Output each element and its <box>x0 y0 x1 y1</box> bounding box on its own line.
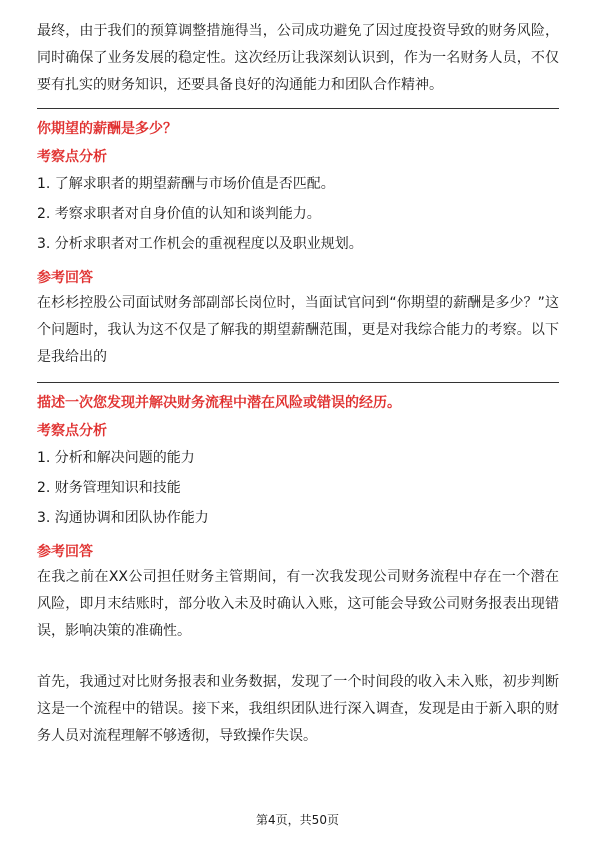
question-section-1 <box>37 119 559 371</box>
analysis-heading: 考察点分析 <box>37 423 107 439</box>
question-title: 描述一次您发现并解决财务流程中潜在风险或错误的经历。 <box>37 395 401 411</box>
question-title: 你期望的薪酬是多少？ <box>37 121 177 137</box>
answer-paragraph: 首先，我通过对比财务报表和业务数据，发现了一个时间段的收入未入账，初步判断这是一个流程中的错误。接下来，我组织团队进行深入调查，发现是由于新入职的财务人员对流程理解不够透彻，导致操作失误。 <box>37 674 559 744</box>
answer-paragraph: 在我之前在XX公司担任财务主管期间，有一次我发现公司财务流程中存在一个潜在风险，即月末结账时，部分收入未及时确认入账，这可能会导致公司财务报表出现错误，影响决策的准确性。 <box>37 569 559 639</box>
intro-paragraph: 最终，由于我们的预算调整措施得当，公司成功避免了因过度投资导致的财务风险，同时确保了业务发展的稳定性。这次经历让我深刻认识到，作为一名财务人员，不仅要有扎实的财务知识，还要具备良好的沟通能力和团队合作精神。 <box>37 23 559 93</box>
page-number: 第4页，共50页 <box>256 813 339 827</box>
section-divider <box>37 382 559 383</box>
answer-heading: 参考回答 <box>37 270 93 286</box>
list-item: 1. 了解求职者的期望薪酬与市场价值是否匹配。 <box>37 176 335 192</box>
analysis-heading: 考察点分析 <box>37 149 107 165</box>
analysis-points <box>37 443 559 533</box>
page-content <box>37 18 559 750</box>
answer-heading: 参考回答 <box>37 544 93 560</box>
section-divider <box>37 108 559 109</box>
list-item: 1. 分析和解决问题的能力 <box>37 450 195 466</box>
list-item: 3. 沟通协调和团队协作能力 <box>37 510 209 526</box>
list-item: 2. 考察求职者对自身价值的认知和谈判能力。 <box>37 206 321 222</box>
analysis-points <box>37 169 559 259</box>
question-section-2 <box>37 393 559 750</box>
answer-paragraph: 在杉杉控股公司面试财务部副部长岗位时，当面试官问到“你期望的薪酬是多少？”这个问题时，我认为这不仅是了解我的期望薪酬范围，更是对我综合能力的考察。以下是我给出的 <box>37 295 559 365</box>
list-item: 2. 财务管理知识和技能 <box>37 480 181 496</box>
list-item: 3. 分析求职者对工作机会的重视程度以及职业规划。 <box>37 236 363 252</box>
